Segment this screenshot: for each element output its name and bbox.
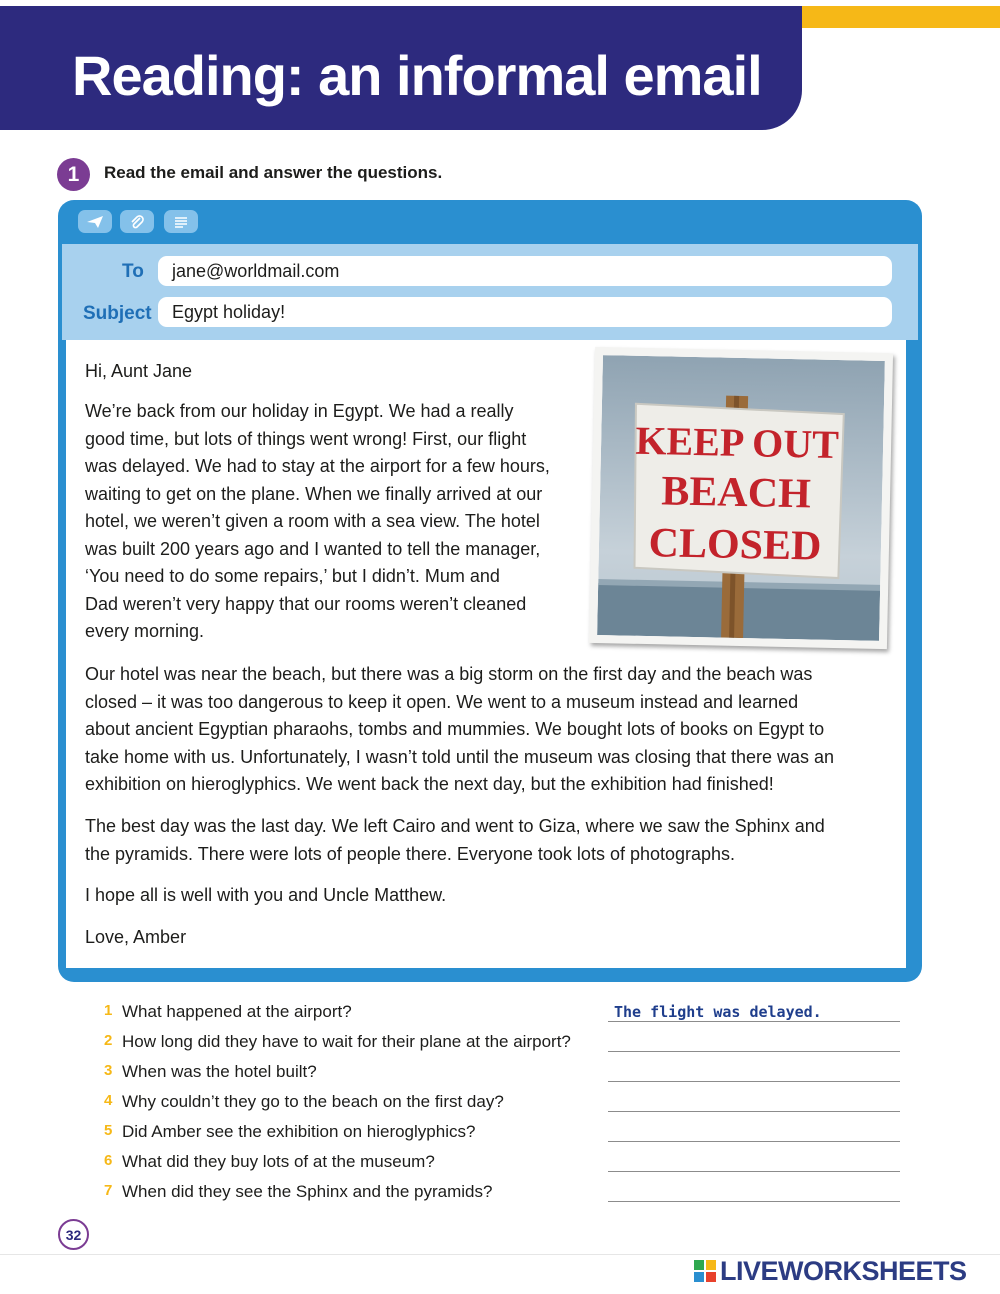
answer-line (608, 1021, 900, 1022)
question-text: What did they buy lots of at the museum? (122, 1152, 435, 1171)
question-row (104, 1182, 904, 1206)
to-label: To (122, 261, 144, 282)
email-header (62, 244, 918, 340)
question-row (104, 1092, 904, 1116)
question-number: 7 (104, 1182, 113, 1199)
photo-frame (589, 347, 893, 649)
text-line: hotel, we weren’t given a room with a sea view. The hotel (85, 511, 540, 531)
liveworksheets-icon (694, 1260, 716, 1282)
question-number: 2 (104, 1032, 113, 1049)
sign-line-closed: CLOSED (648, 520, 822, 570)
text-line: the pyramids. There were lots of people there. Everyone took lots of photographs. (85, 843, 736, 864)
to-field[interactable]: jane@worldmail.com (158, 256, 892, 286)
text-line: waiting to get on the plane. When we finally arrived at our (85, 483, 543, 504)
liveworksheets-logo (694, 1256, 967, 1286)
text-line: We’re back from our holiday in Egypt. We had a really (85, 401, 514, 421)
text-line: closed – it was too dangerous to keep it open. We went to a museum instead and learned (85, 691, 799, 712)
beach-closed-photo (597, 355, 885, 641)
question-text: When was the hotel built? (122, 1062, 317, 1081)
attachment-icon (129, 214, 145, 230)
text-line: every morning. (85, 621, 205, 641)
text-line: was delayed. We had to stay at the airport for a few hours, (85, 456, 550, 476)
text-line: about ancient Egyptian pharaohs, tombs and mummies. We bought lots of books on Egypt to (85, 719, 825, 739)
question-row (104, 1122, 904, 1146)
send-icon (86, 215, 104, 229)
text-format-icon (173, 216, 189, 228)
email-greeting: Hi, Aunt Jane (85, 361, 193, 381)
answer-line (608, 1081, 900, 1082)
sign-line-keep-out: KEEP OUT (635, 417, 840, 468)
text-line: Dad weren’t very happy that our rooms weren’t cleaned (85, 593, 527, 614)
exercise-instruction: Read the email and answer the questions. (104, 163, 443, 182)
question-row (104, 1152, 904, 1176)
subject-field[interactable]: Egypt holiday! (158, 297, 892, 327)
question-number: 5 (104, 1122, 113, 1139)
text-line: good time, but lots of things went wrong! First, our flight (85, 428, 527, 449)
text-line: exhibition on hieroglyphics. We went back the next day, but the exhibition had finished! (85, 774, 774, 794)
send-button[interactable] (78, 210, 112, 233)
text-line: Our hotel was near the beach, but there was a big storm on the first day and the beach was (85, 664, 813, 684)
question-text: What happened at the airport? (122, 1002, 352, 1021)
answer-field[interactable]: The flight was delayed. (614, 1003, 822, 1021)
accent-bar (802, 6, 1000, 28)
text-line: ‘You need to do some repairs,’ but I didn’t. Mum and (85, 566, 500, 586)
answer-line (608, 1141, 900, 1142)
email-paragraph-3 (85, 813, 895, 868)
question-number: 4 (104, 1092, 113, 1109)
page-title: Reading: an informal email (72, 44, 762, 107)
question-number: 3 (104, 1062, 113, 1079)
answer-line (608, 1171, 900, 1172)
sign-line-beach: BEACH (660, 468, 812, 518)
email-paragraph-4: I hope all is well with you and Uncle Matthew. (85, 885, 447, 905)
question-number: 6 (104, 1152, 113, 1169)
text-line: take home with us. Unfortunately, I wasn’t told until the museum was closing that there was an (85, 746, 835, 767)
email-paragraph-1 (85, 398, 595, 646)
answer-line (608, 1201, 900, 1202)
text-line: The best day was the last day. We left Cairo and went to Giza, where we saw the Sphinx and (85, 816, 825, 836)
subject-label: Subject (83, 303, 152, 324)
format-button[interactable] (164, 210, 198, 233)
page-number: 32 (58, 1219, 89, 1250)
email-paragraph-2 (85, 661, 895, 799)
email-signoff: Love, Amber (85, 927, 187, 947)
question-text: Did Amber see the exhibition on hieroglyphics? (122, 1122, 476, 1141)
beach-sign-illustration (597, 355, 885, 641)
footer-brand: LIVEWORKSHEETS (720, 1255, 967, 1286)
attachment-button[interactable] (120, 210, 154, 233)
question-row (104, 1032, 904, 1056)
question-row (104, 1062, 904, 1086)
answer-line (608, 1051, 900, 1052)
question-text: When did they see the Sphinx and the pyramids? (122, 1182, 493, 1201)
question-number: 1 (104, 1002, 113, 1019)
question-text: Why couldn’t they go to the beach on the first day? (122, 1092, 504, 1111)
answer-line (608, 1111, 900, 1112)
exercise-number: 1 (57, 158, 90, 191)
question-row (104, 1002, 904, 1026)
text-line: was built 200 years ago and I wanted to tell the manager, (85, 538, 541, 559)
question-text: How long did they have to wait for their plane at the airport? (122, 1032, 571, 1051)
